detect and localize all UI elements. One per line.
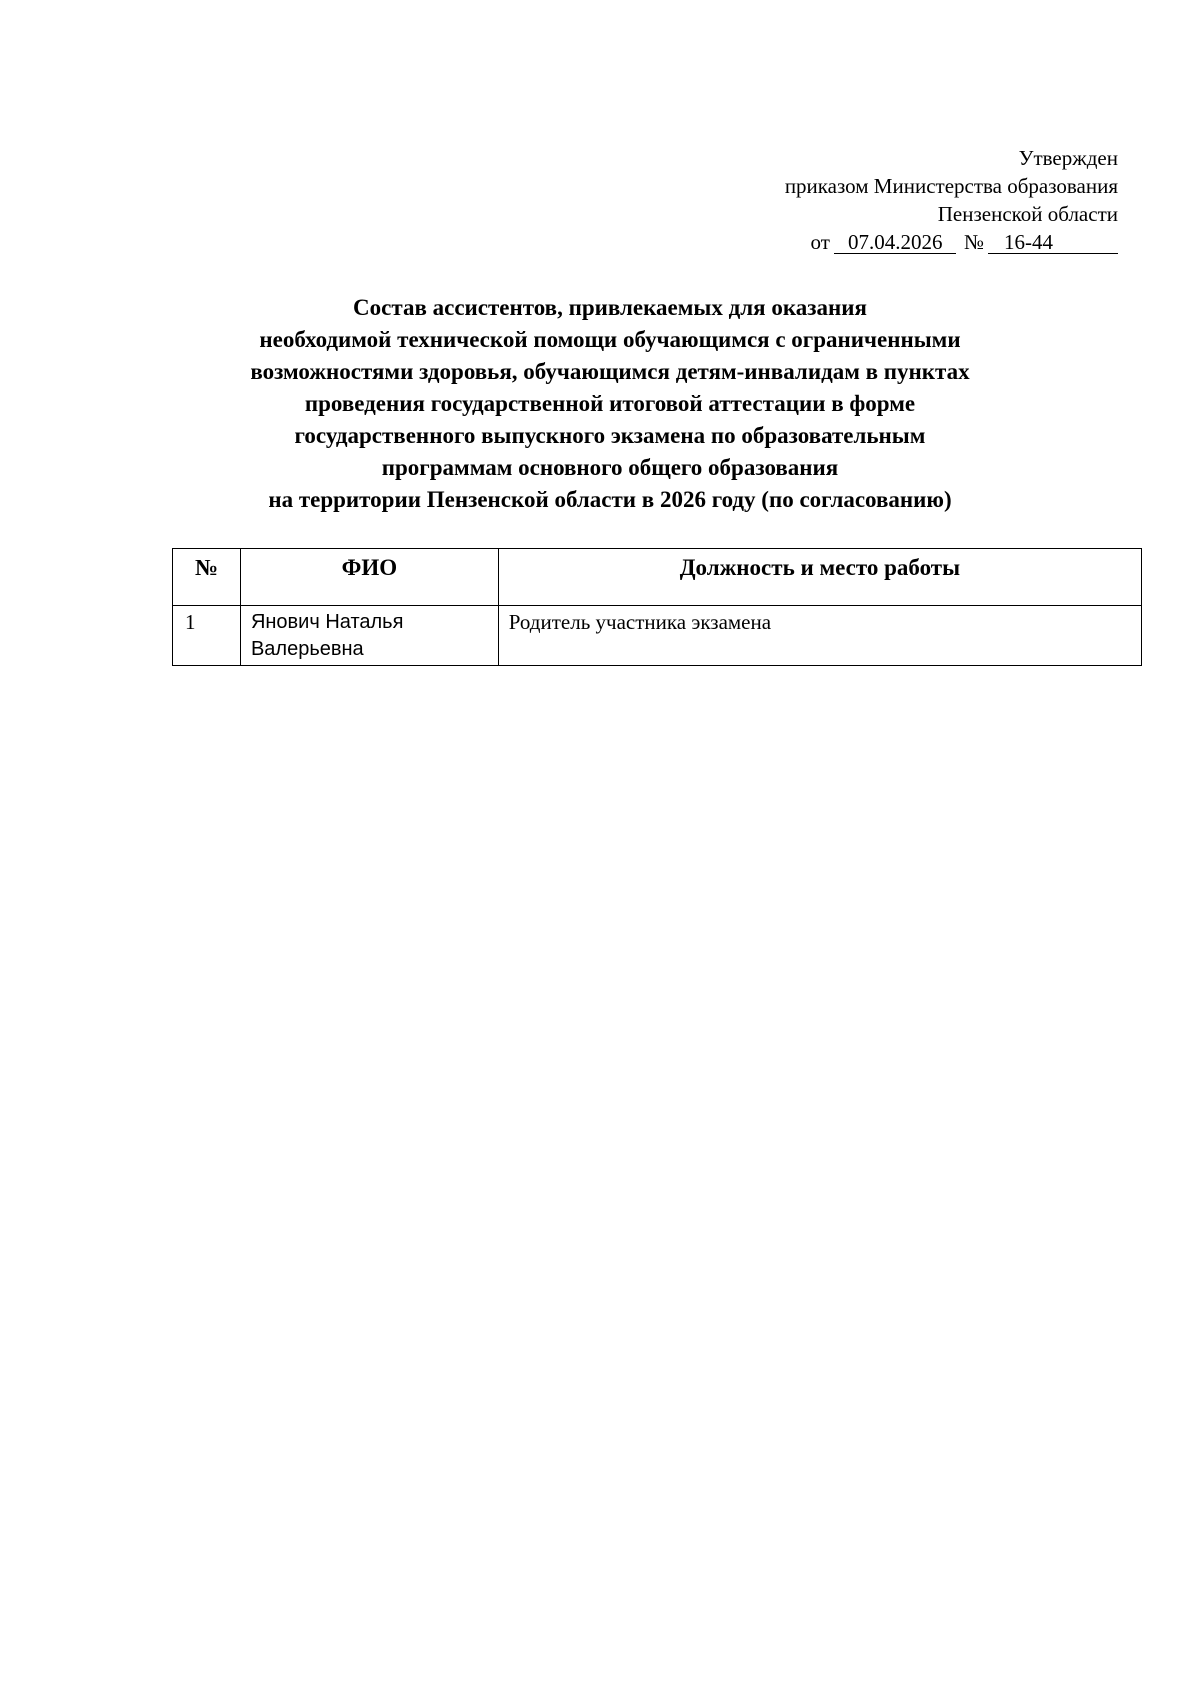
header-fio: ФИО [240, 549, 498, 606]
number-sign: № [963, 230, 984, 254]
approval-order-line [598, 228, 1118, 256]
header-position: Должность и место работы [498, 549, 1141, 606]
approval-status: Утвержден [1018, 146, 1118, 170]
fio-line: Янович Наталья [250, 611, 404, 633]
title-line: необходимой технической помощи обучающимся с ограниченными [259, 327, 961, 352]
order-date: 07.04.2026 [834, 231, 956, 254]
fio-line: Валерьевна [250, 638, 364, 660]
title-line: государственного выпускного экзамена по образовательным [294, 423, 926, 448]
approval-order-issuer: приказом Министерства образования [784, 174, 1118, 198]
title-line: на территории Пензенской области в 2026 году (по согласованию) [268, 487, 952, 512]
approval-block [598, 144, 1118, 256]
title-line: программам основного общего образования [381, 455, 839, 480]
document-title [150, 292, 1070, 516]
table-header-row [173, 549, 1142, 606]
title-line: Состав ассистентов, привлекаемых для оказания [353, 295, 867, 320]
assistants-table [172, 548, 1142, 666]
title-line: проведения государственной итоговой аттестации в форме [304, 391, 916, 416]
approval-region: Пензенской области [937, 202, 1118, 226]
order-number: 16-44 [988, 231, 1118, 254]
from-label: от [810, 230, 830, 254]
title-line: возможностями здоровья, обучающимся детям-инвалидам в пунктах [250, 359, 970, 384]
header-number: № [173, 549, 241, 606]
row-fio [240, 606, 498, 666]
row-number: 1 [173, 606, 241, 666]
table-row [173, 606, 1142, 666]
row-position: Родитель участника экзамена [498, 606, 1141, 666]
